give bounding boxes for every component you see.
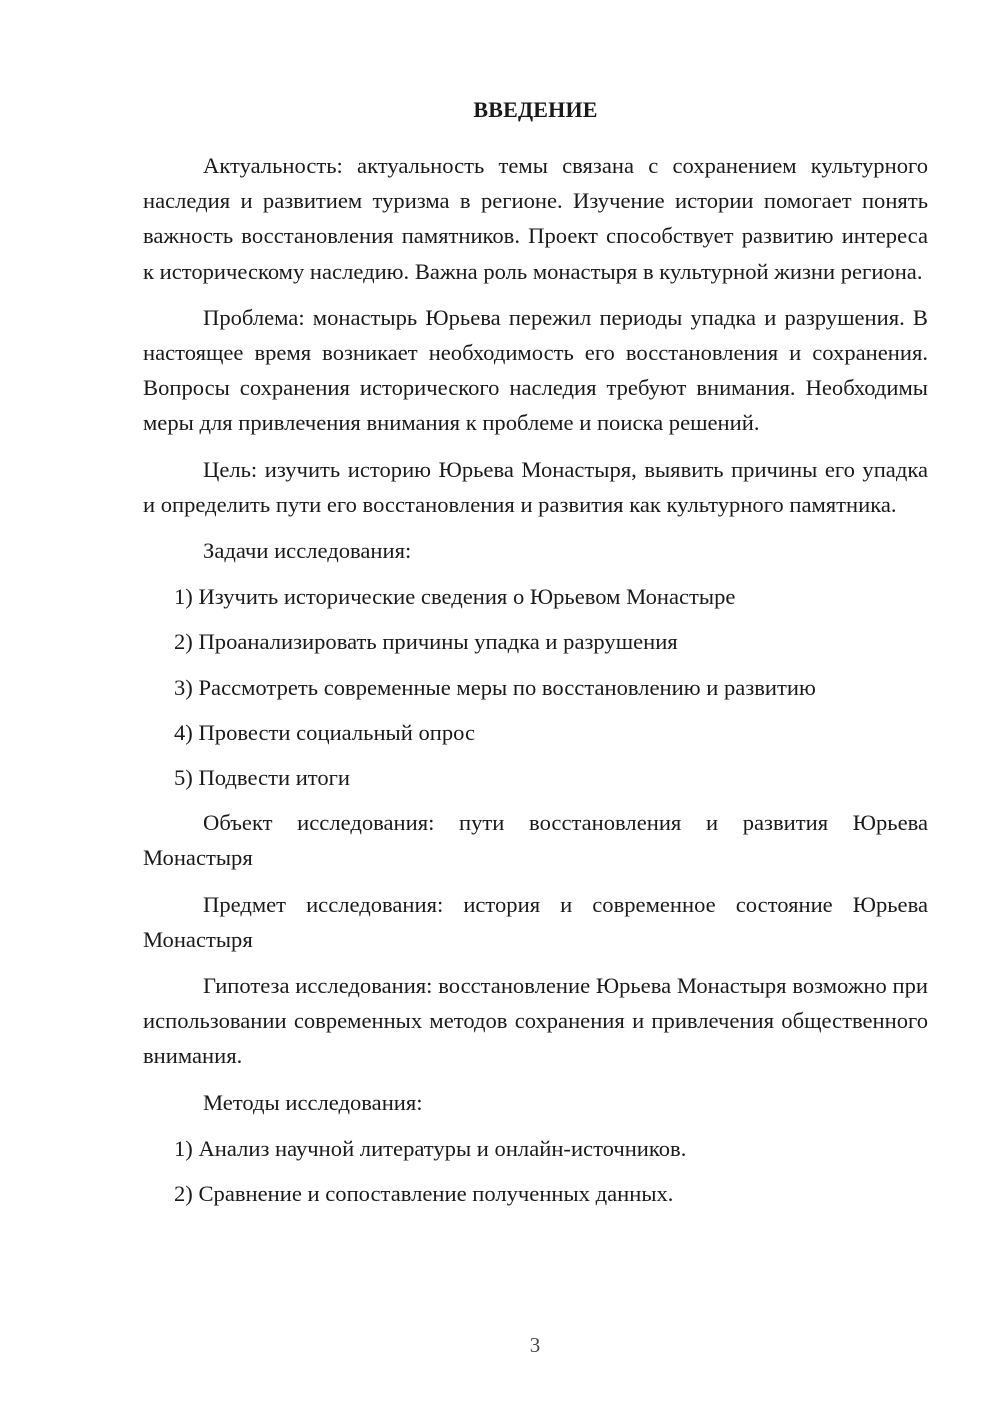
task-item: 1) Изучить исторические сведения о Юрьевом Монастыре [174, 584, 736, 610]
paragraph-hypothesis: Гипотеза исследования: восстановление Юрьева Монастыря возможно при использовании современных методов сохранения и привлечения общественного внимания. [143, 973, 928, 1069]
paragraph-problem: Проблема: монастырь Юрьева пережил периоды упадка и разрушения. В настоящее время возникает необходимость его восстановления и сохранения. Вопросы сохранения исторического наследия требуют внимания. Необходимы меры для привлечения внимания к проблеме и поиска решений. [143, 304, 928, 436]
method-item: 1) Анализ научной литературы и онлайн-источников. [174, 1135, 687, 1161]
paragraph-subject: Предмет исследования: история и современное состояние Юрьева Монастыря [143, 891, 928, 952]
paragraph-relevance: Актуальность: актуальность темы связана с сохранением культурного наследия и развитием туризма в регионе. Изучение истории помогает понять важность восстановления памятников. Проект способствует развитию интереса к историческому наследию. Важна роль монастыря в культурной жизни региона. [143, 153, 928, 284]
page-number: 3 [529, 1333, 541, 1357]
paragraph-goal: Цель: изучить историю Юрьева Монастыря, выявить причины его упадка и определить пути его восстановления и развития как культурного памятника. [143, 456, 928, 517]
task-item: 3) Рассмотреть современные меры по восстановлению и развитию [174, 674, 816, 700]
section-title: ВВЕДЕНИЕ [473, 97, 598, 122]
document-page [143, 92, 928, 1221]
task-item: 2) Проанализировать причины упадка и разрушения [174, 629, 678, 655]
paragraph-object: Объект исследования: пути восстановления и развития Юрьева Монастыря [143, 810, 928, 871]
tasks-heading: Задачи исследования: [203, 538, 412, 564]
method-item: 2) Сравнение и сопоставление полученных данных. [174, 1181, 674, 1207]
task-item: 5) Подвести итоги [174, 765, 351, 791]
methods-heading: Методы исследования: [203, 1089, 423, 1115]
task-item: 4) Провести социальный опрос [174, 719, 476, 745]
